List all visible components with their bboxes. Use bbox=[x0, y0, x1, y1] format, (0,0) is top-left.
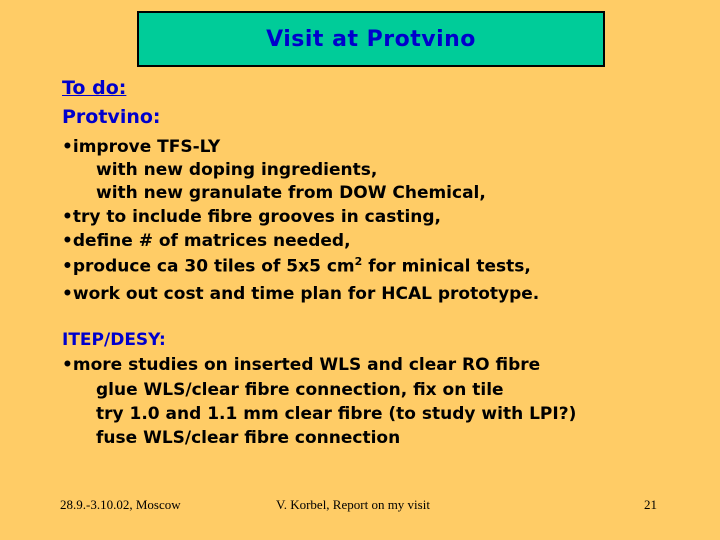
protvino-bullet-4-tail: for minical tests, bbox=[362, 256, 531, 277]
footer-page-number: 21 bbox=[644, 497, 657, 512]
protvino-bullet-4-text: •produce ca 30 tiles of 5x5 cm bbox=[62, 256, 355, 277]
todo-heading: To do: bbox=[62, 77, 127, 99]
footer-date: 28.9.-3.10.02, Moscow bbox=[60, 497, 181, 512]
protvino-bullet-4 bbox=[62, 255, 531, 277]
protvino-bullet-2: •try to include fibre grooves in casting, bbox=[62, 207, 442, 227]
protvino-heading: Protvino: bbox=[62, 106, 161, 128]
protvino-sub-1: with new doping ingredients, bbox=[96, 160, 378, 180]
slide-title: Visit at Protvino bbox=[266, 26, 476, 52]
itep-heading: ITEP/DESY: bbox=[62, 330, 166, 350]
itep-sub-3: fuse WLS/clear fibre connection bbox=[96, 428, 401, 448]
protvino-bullet-3: •define # of matrices needed, bbox=[62, 231, 351, 251]
footer-author: V. Korbel, Report on my visit bbox=[276, 497, 430, 512]
title-box bbox=[137, 11, 605, 67]
itep-sub-2: try 1.0 and 1.1 mm clear fibre (to study with LPI?) bbox=[96, 404, 577, 424]
itep-bullet-1: •more studies on inserted WLS and clear RO fibre bbox=[62, 355, 541, 375]
protvino-bullet-5: •work out cost and time plan for HCAL prototype. bbox=[62, 284, 540, 304]
protvino-bullet-1: •improve TFS-LY bbox=[62, 137, 221, 157]
superscript-2: 2 bbox=[354, 255, 363, 268]
protvino-sub-2: with new granulate from DOW Chemical, bbox=[96, 183, 486, 203]
itep-sub-1: glue WLS/clear fibre connection, fix on tile bbox=[96, 380, 504, 400]
